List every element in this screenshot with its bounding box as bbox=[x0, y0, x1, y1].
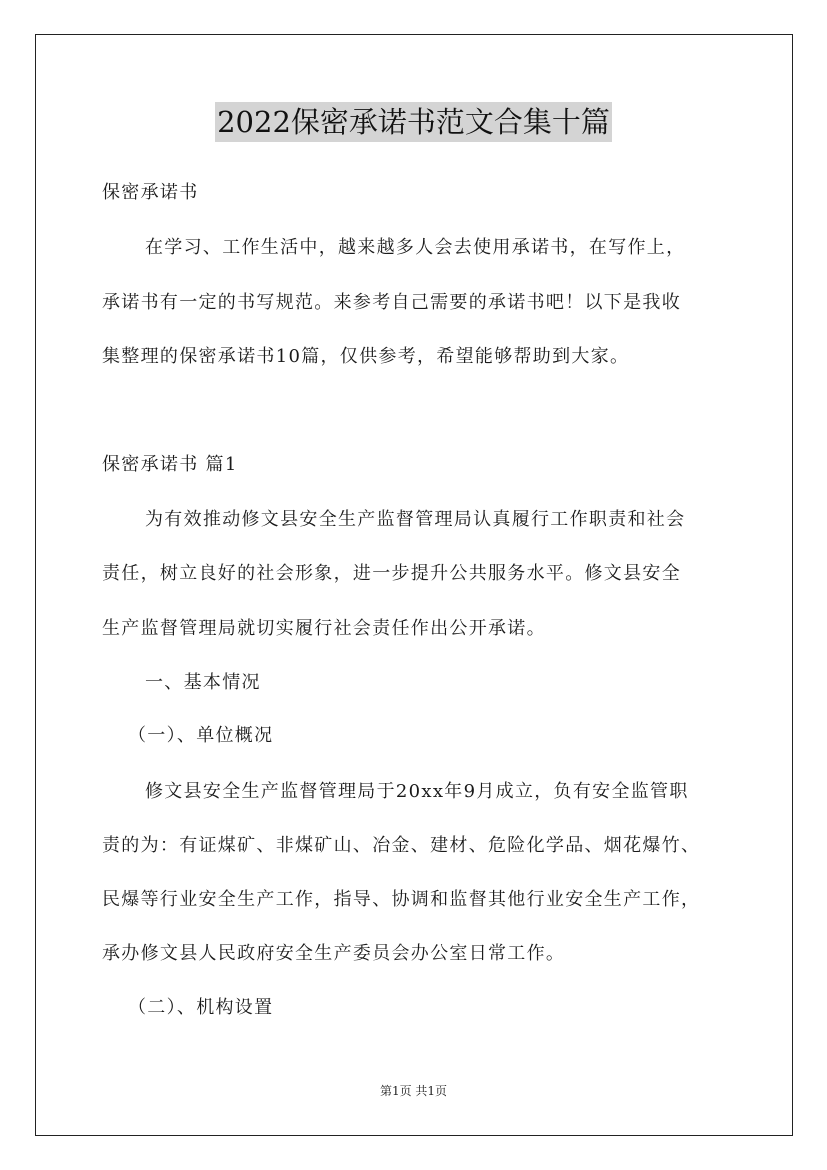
section-paragraph-line-3: 生产监督管理局就切实履行社会责任作出公开承诺。 bbox=[102, 618, 546, 639]
title-container bbox=[0, 102, 827, 142]
page-footer: 第1页 共1页 bbox=[379, 1084, 448, 1098]
unit-overview-line-4: 承办修文县人民政府安全生产委员会办公室日常工作。 bbox=[102, 943, 566, 964]
heading-unit-overview: （一）、单位概况 bbox=[128, 725, 274, 746]
section-heading: 保密承诺书 篇1 bbox=[102, 454, 238, 475]
section-paragraph-line-1: 为有效推动修文县安全生产监督管理局认真履行工作职责和社会 bbox=[145, 509, 686, 530]
intro-line-3: 集整理的保密承诺书10篇，仅供参考，希望能够帮助到大家。 bbox=[102, 346, 630, 367]
intro-heading: 保密承诺书 bbox=[102, 182, 199, 203]
unit-overview-line-1: 修文县安全生产监督管理局于20xx年9月成立，负有安全监管职 bbox=[145, 781, 689, 802]
unit-overview-line-3: 民爆等行业安全生产工作，指导、协调和监督其他行业安全生产工作， bbox=[102, 889, 701, 910]
section-paragraph-line-2: 责任，树立良好的社会形象，进一步提升公共服务水平。修文县安全 bbox=[102, 563, 681, 584]
unit-overview-line-2: 责的为：有证煤矿、非煤矿山、冶金、建材、危险化学品、烟花爆竹、 bbox=[102, 835, 701, 856]
heading-org-structure: （二）、机构设置 bbox=[128, 997, 274, 1018]
intro-line-1: 在学习、工作生活中，越来越多人会去使用承诺书，在写作上， bbox=[145, 237, 686, 258]
document-title: 2022保密承诺书范文合集十篇 bbox=[215, 102, 612, 142]
heading-basic-info: 一、基本情况 bbox=[145, 672, 261, 693]
intro-line-2: 承诺书有一定的书写规范。来参考自己需要的承诺书吧！以下是我收 bbox=[102, 292, 681, 313]
